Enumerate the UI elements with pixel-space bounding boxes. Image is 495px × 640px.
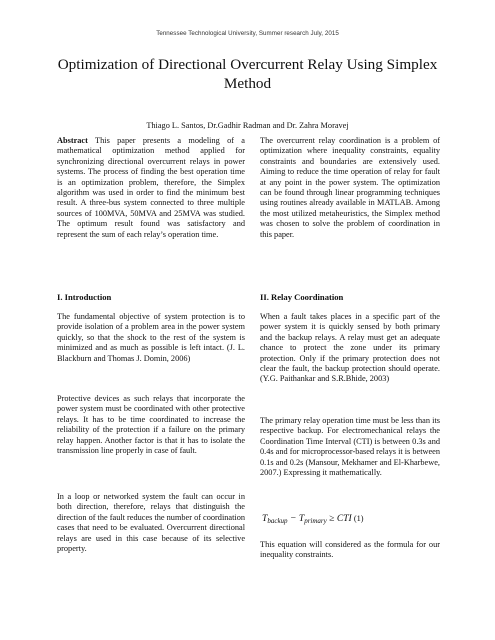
section-heading-relay-coordination: II. Relay Coordination bbox=[260, 292, 344, 302]
eq-number: (1) bbox=[351, 514, 364, 523]
running-header: Tennessee Technological University, Summer research July, 2015 bbox=[156, 30, 339, 37]
eq-term: T bbox=[262, 513, 268, 524]
eq-subscript-primary: primary bbox=[304, 517, 327, 525]
abstract-column bbox=[57, 136, 245, 240]
right-intro-column bbox=[260, 136, 440, 240]
eq-operator: − bbox=[287, 513, 299, 524]
section-heading-introduction: I. Introduction bbox=[57, 292, 112, 302]
paragraph-text: The primary relay operation time must be less than its respective backup. For electromechanical relays the Coordination Time Interval (CTI) is between 0.3s and 0.4s and for microprocessor-based relays it is between 0.1s and 0.2s (Mansour, Mekhamer and El-Kharbewe, 2007.) Expressing it mathematically. bbox=[260, 416, 441, 478]
paragraph-text: In a loop or networked system the fault can occur in both direction, therefore, relays that distinguish the direction of the fault reduces the number of coordination cases that need to be evaluated. Overcurrent directional relays are used in this case because of its selective property. bbox=[57, 492, 245, 554]
intro-paragraph-3 bbox=[57, 492, 245, 554]
paragraph-text: When a fault takes places in a specific part of the power system it is quickly sensed by both primary and the backup relays. A relay must get an adequate chance to protect the zone under its primary protection. Only if the primary protection does not clear the fault, the backup protection should operate.(Y.G. Paithankar and S.R.Bhide, 2003) bbox=[260, 312, 440, 384]
paper-title: Optimization of Directional Overcurrent Relay Using Simplex Method bbox=[57, 56, 438, 92]
abstract-text: This paper presents a modeling of a mathematical optimization method applied for synchronizing directional overcurrent relays in power systems. The process of finding the best operation time is an optimization problem, therefore, the Simplex algorithm was used in order to find the minimum best result. A three-bus system connected to three multiple sources of 100MVA, 50MVA and 25MVA was studied. The optimum result found was satisfactory and represent the sum of each relay’s operation time. bbox=[57, 136, 245, 239]
relay-paragraph-1 bbox=[260, 312, 440, 385]
author-list: Thiago L. Santos, Dr.Gadhir Radman and Dr. Zahra Moravej bbox=[146, 121, 349, 130]
abstract-label: Abstract bbox=[57, 136, 88, 145]
relay-paragraph-2 bbox=[260, 416, 440, 478]
paragraph-text: The fundamental objective of system protection is to provide isolation of a problem area in the power system quickly, so that the shock to the rest of the system is minimized and as much as possible is left intact. (J. L. Blackburn and Thomas J. Domin, 2006) bbox=[57, 312, 245, 363]
eq-subscript-backup: backup bbox=[267, 517, 288, 525]
intro-paragraph-2 bbox=[57, 394, 245, 456]
eq-term: T bbox=[298, 513, 305, 524]
right-intro-paragraph: The overcurrent relay coordination is a problem of optimization where inequality constraints, equality constraints and boundaries are extensively used. Aiming to reduce the time operation of relay for fault at any point in the power system. The optimization can be found through linear programming techniques using routines already available in MATLAB. Among the most utilized metaheuristics, the Simplex method was chosen to solve the problem of coordination in this paper. bbox=[260, 136, 440, 239]
equation-1 bbox=[262, 513, 440, 525]
abstract-paragraph bbox=[57, 136, 245, 240]
relay-paragraph-3 bbox=[260, 540, 440, 561]
eq-rhs: CTI bbox=[336, 513, 352, 524]
paragraph-text: This equation will considered as the formula for our inequality constraints. bbox=[260, 540, 440, 560]
intro-paragraph-1 bbox=[57, 312, 245, 364]
eq-operator: ≥ bbox=[326, 513, 337, 524]
paragraph-text: Protective devices as such relays that incorporate the power system must be coordinated with other protective relays. It has to be time coordinated to increase the reliability of the protection if a failure on the primary relay happen. Another factor is that it has to isolate the transmission line properly in case of fault. bbox=[57, 394, 245, 456]
